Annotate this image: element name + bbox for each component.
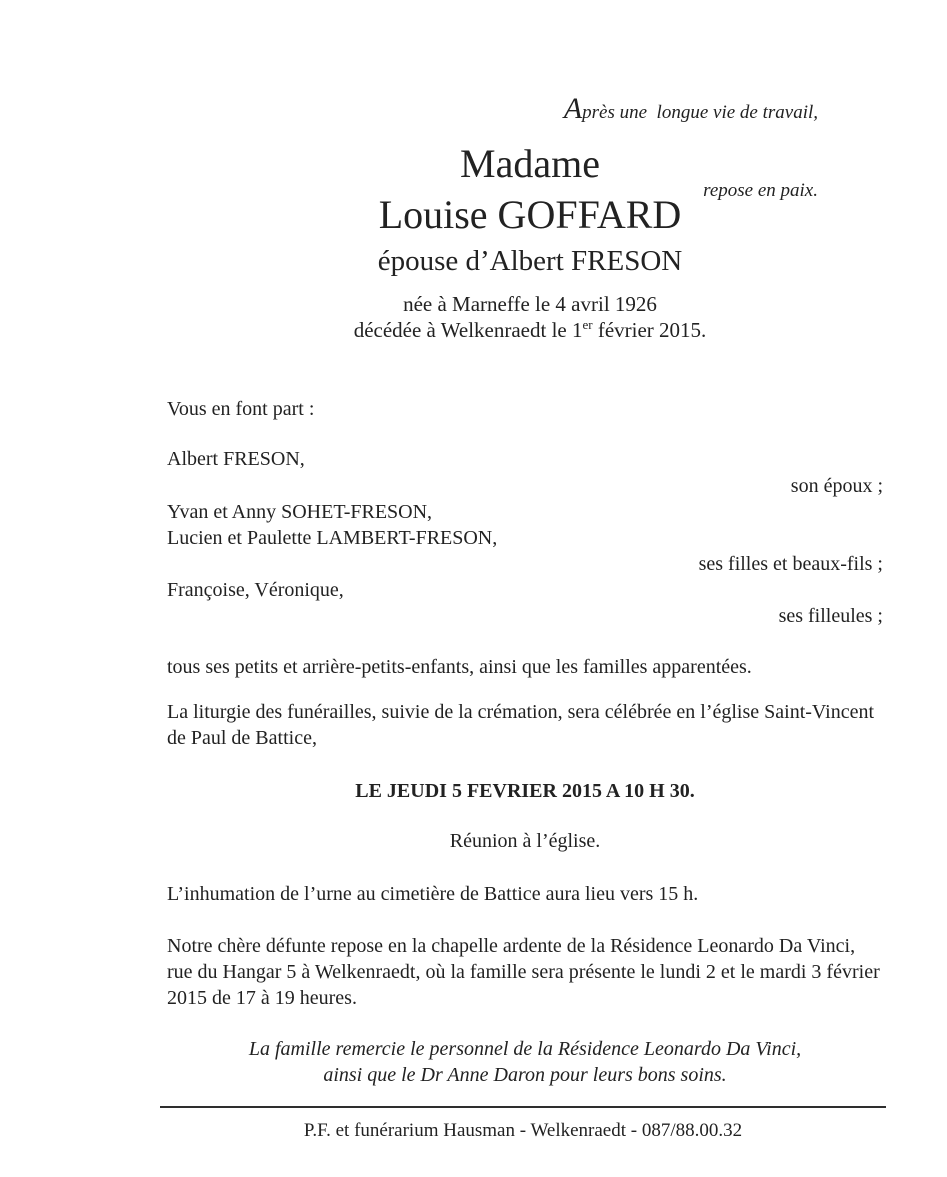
liturgy-paragraph: La liturgie des funérailles, suivie de la crémation, sera célébrée en l’église Saint-Vincent de Paul de Battice,	[167, 701, 875, 749]
family-name-line: Françoise, Véronique,	[167, 579, 344, 601]
epigraph-line-2: repose en paix.	[703, 180, 818, 201]
family-relation-line: ses filles et beaux-fils ;	[698, 553, 883, 575]
death-line	[120, 317, 940, 343]
family-name-line: Albert FRESON,	[167, 448, 305, 470]
family-name-line: Lucien et Paulette LAMBERT-FRESON,	[167, 527, 498, 549]
spouse-line: épouse d’Albert FRESON	[377, 245, 683, 277]
family-name-line: Yvan et Anny SOHET-FRESON,	[167, 501, 433, 523]
thanks-line-2: ainsi que le Dr Anne Daron pour leurs bons soins.	[323, 1064, 727, 1086]
death-line-prefix: décédée à Welkenraedt le 1	[353, 318, 583, 342]
funeral-home-footer: P.F. et funérarium Hausman - Welkenraedt - 087/88.00.32	[303, 1120, 743, 1141]
epigraph-swash-initial: A	[563, 92, 583, 125]
ceremony-date-line: LE JEUDI 5 FEVRIER 2015 A 10 H 30.	[355, 780, 695, 802]
death-line-suffix: février 2015.	[592, 318, 707, 342]
birth-line: née à Marneffe le 4 avril 1926	[403, 292, 657, 316]
announcement-intro: Vous en font part :	[167, 398, 315, 420]
family-relation-line: son époux ;	[790, 475, 883, 497]
title-block	[120, 138, 940, 343]
honorific: Madame	[460, 141, 600, 186]
epigraph-line-1-text: près une longue vie de travail,	[582, 102, 818, 123]
thanks-line-1: La famille remercie le personnel de la Résidence Leonardo Da Vinci,	[248, 1038, 802, 1060]
family-relation-line: ses filleules ;	[778, 605, 883, 627]
families-line: tous ses petits et arrière-petits-enfants, ainsi que les familles apparentées.	[167, 656, 752, 678]
footer-divider	[160, 1106, 886, 1108]
death-line-ordinal: er	[582, 317, 593, 332]
epigraph-line-1	[563, 92, 818, 126]
inhumation-line: L’inhumation de l’urne au cimetière de Battice aura lieu vers 15 h.	[167, 883, 699, 905]
meeting-line: Réunion à l’église.	[449, 830, 601, 852]
deceased-name: Louise GOFFARD	[378, 192, 682, 237]
repose-paragraph: Notre chère défunte repose en la chapelle ardente de la Résidence Leonardo Da Vinci, rue du Hangar 5 à Welkenraedt, où la famille sera présente le lundi 2 et le mardi 3 février 2015 de 17 à 19 heures.	[167, 935, 880, 1009]
